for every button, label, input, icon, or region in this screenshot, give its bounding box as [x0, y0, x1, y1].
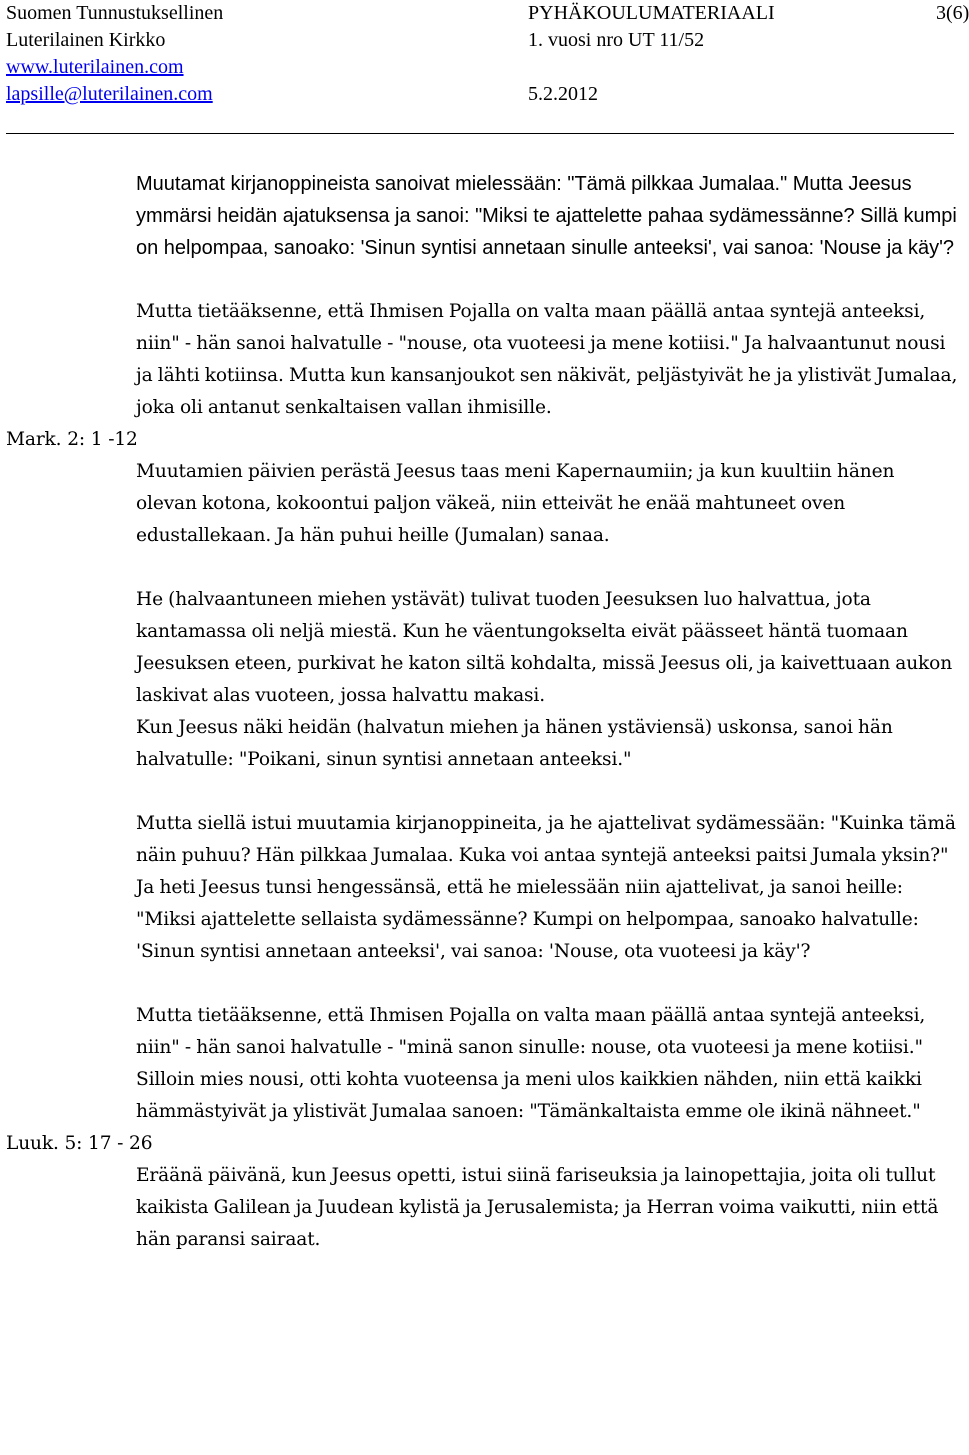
- scripture-reference: Luuk. 5: 17 - 26: [6, 1133, 153, 1154]
- org-name-line1: Suomen Tunnustuksellinen: [6, 2, 224, 24]
- website-link[interactable]: www.luterilainen.com: [6, 56, 184, 78]
- scripture-reference: Mark. 2: 1 -12: [6, 429, 138, 450]
- section-continuation: [0, 168, 960, 424]
- paragraph: Mutta tietääksenne, että Ihmisen Pojalla on valta maan päällä antaa syntejä anteeksi, niin" - hän sanoi halvatulle - "minä sanon sinulle: nouse, ota vuoteesi ja mene kotiisi." Silloin mies nousi, otti kohta vuoteensa ja meni ulos kaikkien nähden, niin että kaikki hämmästyivät ja ylistivät Jumalaa sanoen: "Tämänkaltaista emme ole ikinä nähneet.": [136, 1005, 926, 1122]
- section-luke: [0, 1128, 960, 1256]
- paragraph: Muutamien päivien perästä Jeesus taas meni Kapernaumiin; ja kun kuultiin hänen olevan kotona, kokoontui paljon väkeä, niin etteivät he enää mahtuneet oven edustallekaan. Ja hän puhui heille (Jumalan) sanaa.: [136, 461, 895, 546]
- email-link[interactable]: lapsille@luterilainen.com: [6, 83, 213, 105]
- header-row-4: [6, 81, 956, 108]
- document-date: 5.2.2012: [528, 83, 598, 105]
- document-subtitle: 1. vuosi nro UT 11/52: [528, 29, 705, 51]
- header-row-3: [6, 54, 956, 81]
- paragraph: Muutamat kirjanoppineista sanoivat mielessään: "Tämä pilkkaa Jumalaa." Mutta Jeesus ymmärsi heidän ajatuksensa ja sanoi: "Miksi te ajattelette pahaa sydämessänne? Sillä kumpi on helpompaa, sanoako: 'Sinun syntisi annetaan sinulle anteeksi', vai sanoa: 'Nouse ja käy'?: [136, 173, 957, 259]
- header-row-1: [6, 0, 969, 27]
- paragraph: He (halvaantuneen miehen ystävät) tulivat tuoden Jeesuksen luo halvattua, jota kantamassa oli neljä miestä. Kun he väentungokselta eivät päässeet häntä tuomaan Jeesuksen eteen, purkivat he katon siltä kohdalta, missä Jeesus oli, ja kaivettuaan aukon laskivat alas vuoteen, jossa halvattu makasi.: [136, 589, 953, 706]
- paragraph: Kun Jeesus näki heidän (halvatun miehen ja hänen ystäviensä) uskonsa, sanoi hän halvatulle: "Poikani, sinun syntisi annetaan anteeksi.": [136, 717, 893, 770]
- header-row-2: [6, 27, 956, 54]
- document-title: PYHÄKOULUMATERIAALI: [528, 2, 775, 24]
- paragraph: Mutta siellä istui muutamia kirjanoppineita, ja he ajattelivat sydämessään: "Kuinka tämä näin puhuu? Hän pilkkaa Jumalaa. Kuka voi antaa syntejä anteeksi paitsi Jumala yksin?" Ja heti Jeesus tunsi hengessänsä, että he mielessään niin ajattelivat, ja sanoi heille: "Miksi ajattelette sellaista sydämessänne? Kumpi on helpompaa, sanoako halvatulle: 'Sinun syntisi annetaan anteeksi', vai sanoa: 'Nouse, ota vuoteesi ja käy'?: [136, 813, 956, 962]
- paragraph: Mutta tietääksenne, että Ihmisen Pojalla on valta maan päällä antaa syntejä anteeksi, niin" - hän sanoi halvatulle - "nouse, ota vuoteesi ja mene kotiisi." Ja halvaantunut nousi ja lähti kotiinsa. Mutta kun kansanjoukot sen näkivät, peljästyivät he ja ylistivät Jumalaa, joka oli antanut senkaltaisen vallan ihmisille.: [136, 301, 958, 418]
- header-divider: [6, 133, 954, 134]
- page-header: [6, 0, 969, 108]
- section-mark: [0, 424, 960, 1128]
- org-name-line2: Luterilainen Kirkko: [6, 29, 166, 51]
- paragraph: Eräänä päivänä, kun Jeesus opetti, istui siinä fariseuksia ja lainopettajia, joita oli tullut kaikista Galilean ja Juudean kylistä ja Jerusalemista; ja Herran voima vaikutti, niin että hän paransi sairaat.: [136, 1165, 939, 1250]
- page-indicator: 3(6): [936, 2, 969, 24]
- document-body: [0, 168, 960, 1256]
